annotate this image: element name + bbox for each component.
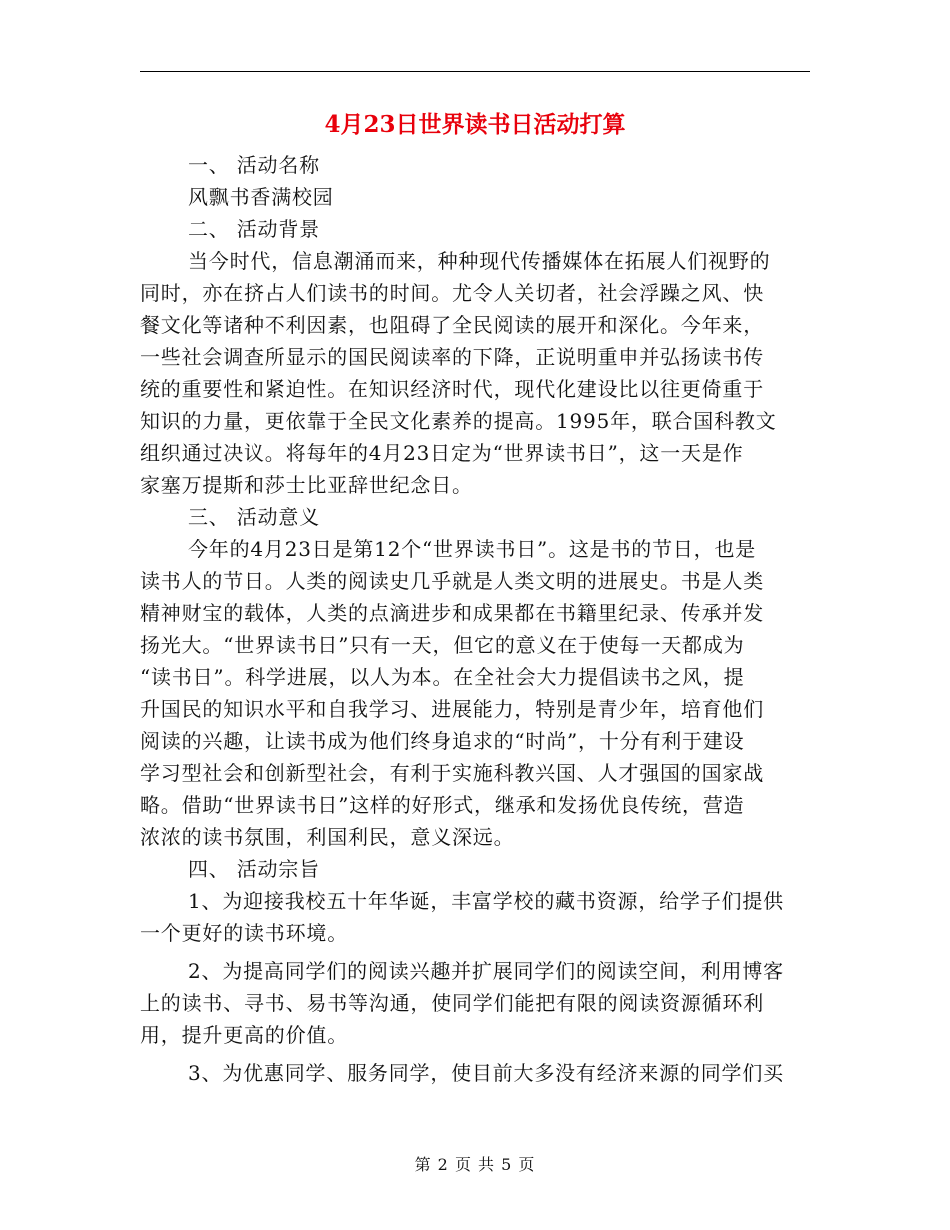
significance-line: 精神财宝的载体，人类的点滴进步和成果都在书籍里纪录、传承并发 <box>140 601 764 625</box>
background-line: 家塞万提斯和莎士比亚辞世纪念日。 <box>140 473 473 497</box>
significance-line: 学习型社会和创新型社会，有利于实施科教兴国、人才强国的国家战 <box>140 761 764 785</box>
aim-item-3: 3、为优惠同学、服务同学，使目前大多没有经济来源的同学们买 <box>188 1061 784 1085</box>
significance-line: 浓浓的读书氛围，利国利民，意义深远。 <box>140 825 515 849</box>
section-heading-3: 三、 活动意义 <box>188 505 320 529</box>
significance-line: 读书人的节日。人类的阅读史几乎就是人类文明的进展史。书是人类 <box>140 569 764 593</box>
aim-item-1: 1、为迎接我校五十年华诞，丰富学校的藏书资源，给学子们提供 <box>188 889 784 913</box>
aim-item-2: 2、为提高同学们的阅读兴趣并扩展同学们的阅读空间，利用博客 <box>188 959 784 983</box>
section-heading-2: 二、 活动背景 <box>188 217 320 241</box>
background-line: 同时，亦在挤占人们读书的时间。尤令人关切者，社会浮躁之风、快 <box>140 281 764 305</box>
significance-line: 略。借助“世界读书日”这样的好形式，继承和发扬优良传统，营造 <box>140 793 745 817</box>
section-heading-1: 一、 活动名称 <box>188 153 320 177</box>
document-body <box>140 149 810 1089</box>
significance-line: “读书日”。科学进展，以人为本。在全社会大力提倡读书之风，提 <box>140 665 745 689</box>
background-line: 组织通过决议。将每年的4月23日定为“世界读书日”，这一天是作 <box>140 441 744 465</box>
aim-item-2-continued: 上的读书、寻书、易书等沟通，使同学们能把有限的阅读资源循环利 <box>140 991 764 1015</box>
background-line: 餐文化等诸种不利因素，也阻碍了全民阅读的展开和深化。今年来， <box>140 313 764 337</box>
activity-name: 风飘书香满校园 <box>188 185 334 209</box>
background-line: 知识的力量，更依靠于全民文化素养的提高。1995年，联合国科教文 <box>140 409 777 433</box>
background-line: 统的重要性和紧迫性。在知识经济时代，现代化建设比以往更倚重于 <box>140 377 764 401</box>
header-rule <box>140 71 810 72</box>
significance-line: 升国民的知识水平和自我学习、进展能力，特别是青少年，培育他们 <box>140 697 764 721</box>
significance-line: 今年的4月23日是第12个“世界读书日”。这是书的节日，也是 <box>188 537 757 561</box>
background-line: 一些社会调查所显示的国民阅读率的下降，正说明重申并弘扬读书传 <box>140 345 764 369</box>
background-line: 当今时代，信息潮涌而来，种种现代传播媒体在拓展人们视野的 <box>188 249 771 273</box>
significance-line: 阅读的兴趣，让读书成为他们终身追求的“时尚”，十分有利于建设 <box>140 729 745 753</box>
aim-item-1-continued: 一个更好的读书环境。 <box>140 921 348 945</box>
page-number: 第 2 页 共 5 页 <box>414 1155 536 1174</box>
document-title: 4月23日世界读书日活动打算 <box>324 111 626 138</box>
significance-line: 扬光大。“世界读书日”只有一天，但它的意义在于使每一天都成为 <box>140 633 745 657</box>
section-heading-4: 四、 活动宗旨 <box>188 857 320 881</box>
aim-item-2-continued: 用，提升更高的价值。 <box>140 1023 348 1047</box>
